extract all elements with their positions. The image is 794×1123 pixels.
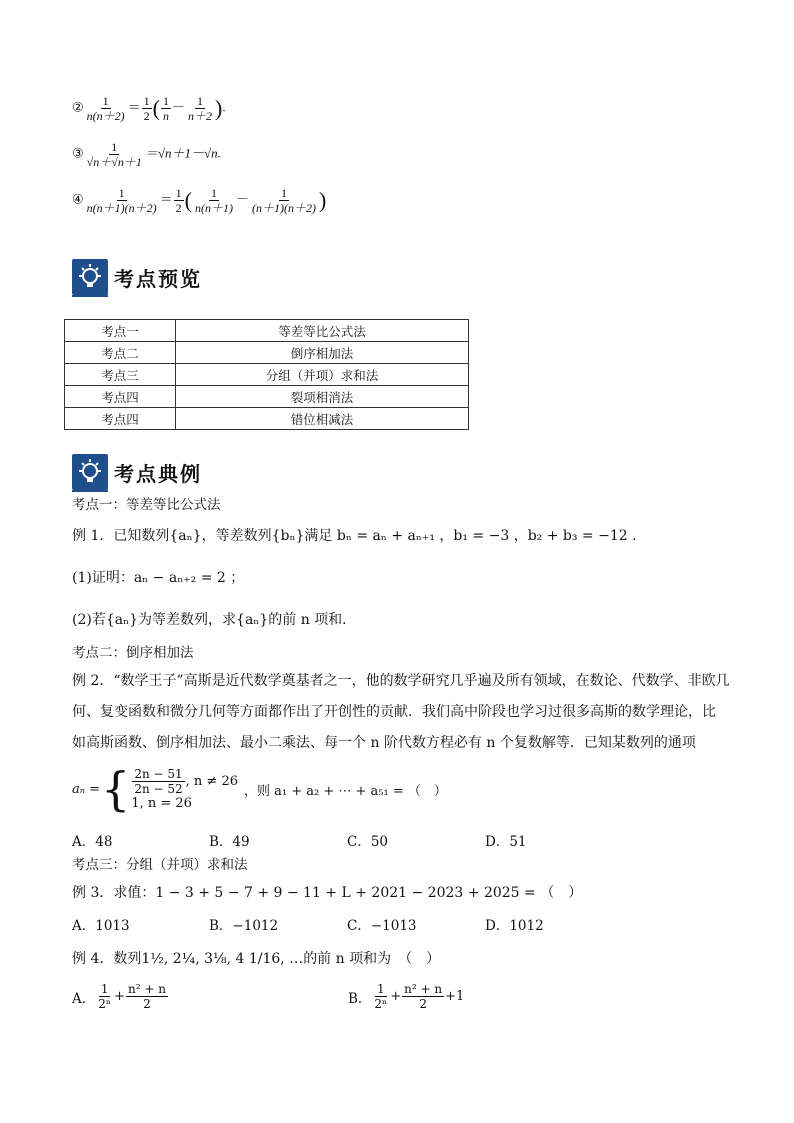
frac-numerator: 1 bbox=[175, 186, 182, 200]
example-2-line3: 如高斯函数、倒序相加法、最小二乘法、每一个 n 阶代数方程必有 n 个复数解等．已知某数列的通项 bbox=[72, 735, 696, 751]
table-cell: 考点四 bbox=[65, 386, 176, 408]
frac-denominator: n＋2 bbox=[188, 109, 213, 123]
example-4-prefix: 例 4．数列 bbox=[72, 951, 142, 967]
topic-heading-3: 考点三：分组（并项）求和法 bbox=[72, 857, 248, 873]
example-4-suffix: 的前 n 项和为 （ ） bbox=[303, 951, 441, 967]
table-cell: 考点三 bbox=[65, 364, 176, 386]
an-label: aₙ = bbox=[72, 781, 101, 797]
option-a bbox=[72, 982, 169, 1011]
formula-mark: ② bbox=[72, 99, 84, 115]
frac-numerator: 1 bbox=[118, 186, 125, 200]
table-cell: 考点四 bbox=[65, 408, 176, 430]
equals-sign: ＝ bbox=[159, 191, 173, 207]
section-title: 考点典例 bbox=[114, 461, 202, 486]
example-2-line2: 何、复变函数和微分几何等方面都作出了开创性的贡献．我们高中阶段也学习过很多高斯的数学理论，比 bbox=[72, 704, 716, 720]
frac-denominator: 2n − 52 bbox=[134, 782, 183, 796]
frac-denominator: n bbox=[163, 109, 169, 123]
table-cell: 倒序相加法 bbox=[176, 342, 469, 364]
brace: { bbox=[101, 762, 131, 816]
table-cell: 考点一 bbox=[65, 320, 176, 342]
example-1-q1: (1)证明：aₙ − aₙ₊₂ = 2 ； bbox=[72, 570, 245, 586]
piecewise-formula bbox=[72, 758, 447, 820]
frac-numerator: n² + n bbox=[127, 982, 166, 996]
frac-denominator: n(n＋1)(n＋2) bbox=[86, 201, 157, 215]
frac-numerator: 1 bbox=[163, 94, 169, 108]
frac-denominator: √n＋√n＋1 bbox=[86, 155, 142, 169]
frac-denominator: 2 bbox=[419, 997, 427, 1011]
example-4-text bbox=[72, 950, 440, 968]
case2: 1, n = 26 bbox=[131, 796, 192, 811]
table-row bbox=[65, 320, 469, 342]
table-row bbox=[65, 364, 469, 386]
table-row bbox=[65, 342, 469, 364]
frac-denominator: n(n＋2) bbox=[86, 109, 125, 123]
option-b: B．−1012 bbox=[209, 918, 279, 934]
frac-numerator: 1 bbox=[197, 94, 204, 108]
example-4-sequence: 1½, 2¼, 3⅛, 4 1/16, … bbox=[141, 951, 304, 967]
formula-rhs: ＝√n＋1－√n. bbox=[144, 145, 221, 161]
frac-denominator: (n＋1)(n＋2) bbox=[252, 201, 317, 215]
option-b: B．49 bbox=[209, 834, 250, 850]
topic-heading-1: 考点一：等差等比公式法 bbox=[72, 497, 221, 513]
plus-sign: + bbox=[390, 989, 402, 1004]
topic-heading-2: 考点二：倒序相加法 bbox=[72, 645, 194, 661]
example-1-q2: (2)若{aₙ}为等差数列，求{aₙ}的前 n 项和． bbox=[72, 612, 357, 628]
table-cell: 错位相减法 bbox=[176, 408, 469, 430]
case1-condition: , n ≠ 26 bbox=[185, 774, 238, 789]
frac-denominator: n(n＋1) bbox=[195, 201, 233, 215]
frac-numerator: 1 bbox=[102, 94, 109, 108]
frac-denominator: 2 bbox=[143, 997, 151, 1011]
formula-4: ④ $\frac{1}{n(n+1)(n+2)}$ ＝ $\frac{1}{2}$ ( $\frac{1}{n(n+1)}$ － $\frac{1}{(n+1)(n+2)}$ ) bbox=[72, 186, 327, 215]
option-tail: +1 bbox=[445, 989, 465, 1004]
option-a: A．1013 bbox=[72, 918, 130, 934]
example-2-line1: 例 2．“数学王子”高斯是近代数学奠基者之一，他的数学研究几乎遍及所有领域，在数论、代数学、非欧几 bbox=[72, 673, 730, 689]
sum-question: ，则 a₁ + a₂ + ⋯ + a₅₁ = （ ） bbox=[244, 783, 447, 799]
frac-numerator: 2n − 51 bbox=[134, 767, 183, 781]
lightbulb-icon bbox=[72, 454, 108, 490]
formula-tail: . bbox=[222, 99, 226, 115]
table-cell: 分组（并项）求和法 bbox=[176, 364, 469, 386]
table-cell: 等差等比公式法 bbox=[176, 320, 469, 342]
equals-sign: ＝ bbox=[127, 99, 141, 115]
preview-table bbox=[64, 319, 469, 430]
section-underline bbox=[72, 490, 108, 492]
plus-sign: + bbox=[114, 989, 125, 1004]
table-row bbox=[65, 408, 469, 430]
example-1-text: 例 1．已知数列{aₙ}，等差数列{bₙ}满足 bₙ = aₙ + aₙ₊₁ ，b₁ = −3 ，b₂ + b₃ = −12 . bbox=[72, 528, 637, 544]
example-3-text: 例 3．求值：1 − 3 + 5 − 7 + 9 − 11 + L + 2021 − 2023 + 2025 = （ ） bbox=[72, 885, 583, 901]
frac-numerator: 1 bbox=[111, 140, 118, 154]
lightbulb-icon bbox=[72, 259, 108, 295]
option-b bbox=[348, 982, 464, 1011]
section-header-preview bbox=[72, 259, 202, 295]
section-underline bbox=[72, 295, 108, 297]
frac-numerator: 1 bbox=[211, 186, 217, 200]
option-label: A． bbox=[72, 990, 96, 1007]
frac-numerator: n² + n bbox=[404, 982, 443, 996]
frac-denominator: 2 bbox=[143, 109, 150, 123]
option-a: A．48 bbox=[72, 834, 113, 850]
formula-2: ② $\frac{1}{n(n+2)}$ ＝ $\frac{1}{2}$ ( $\frac{1}{n}$ － $\frac{1}{n+2}$ ). bbox=[72, 94, 226, 123]
option-d: D．51 bbox=[485, 834, 527, 850]
section-header-examples bbox=[72, 454, 202, 490]
table-cell: 考点二 bbox=[65, 342, 176, 364]
frac-denominator: 2 bbox=[175, 201, 182, 215]
table-row bbox=[65, 386, 469, 408]
frac-denominator: 2ⁿ bbox=[98, 997, 112, 1011]
option-c: C．−1013 bbox=[347, 918, 417, 934]
section-title: 考点预览 bbox=[114, 266, 202, 291]
option-label: B． bbox=[348, 990, 372, 1007]
formula-3 bbox=[72, 140, 221, 169]
frac-numerator: 1 bbox=[100, 982, 109, 996]
option-d: D．1012 bbox=[485, 918, 544, 934]
table-cell: 裂项相消法 bbox=[176, 386, 469, 408]
frac-numerator: 1 bbox=[377, 982, 385, 996]
frac-numerator: 1 bbox=[281, 186, 288, 200]
formula-mark: ③ bbox=[72, 145, 84, 161]
formula-mark: ④ bbox=[72, 191, 84, 207]
frac-numerator: 1 bbox=[143, 94, 150, 108]
frac-denominator: 2ⁿ bbox=[374, 997, 388, 1011]
option-c: C．50 bbox=[347, 834, 389, 850]
